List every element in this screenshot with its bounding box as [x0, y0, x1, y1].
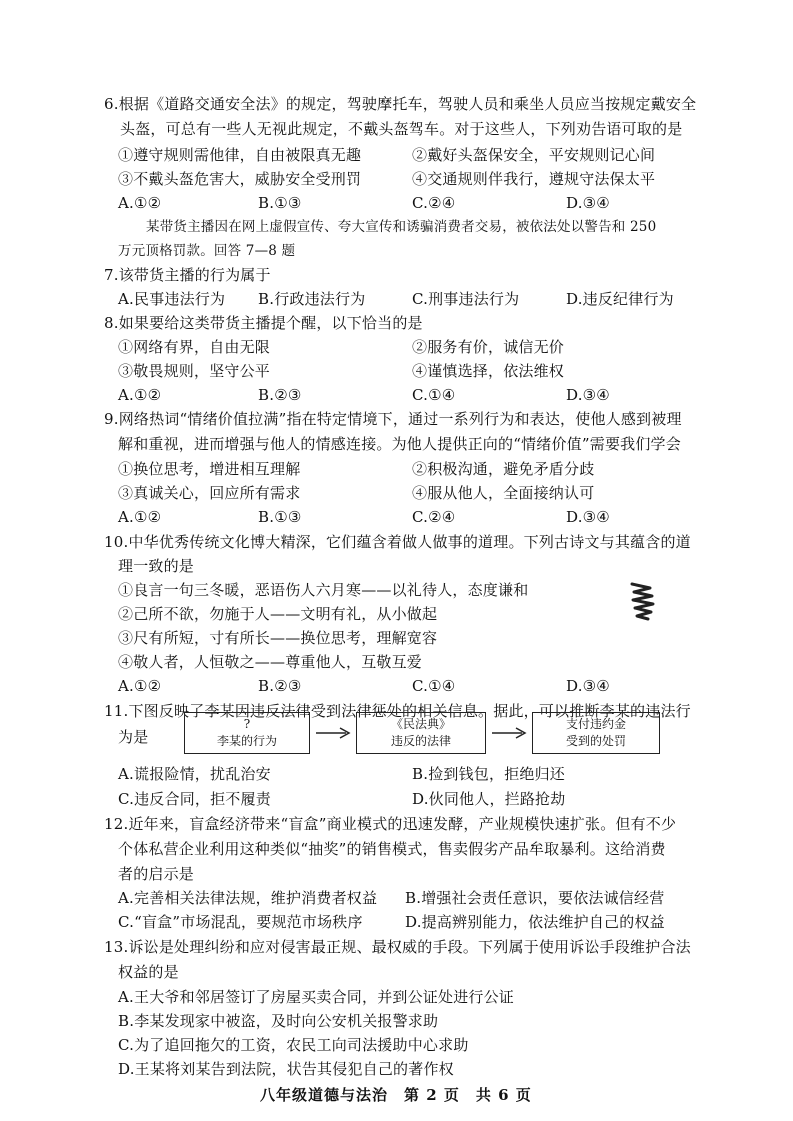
material-7-8-line2: 万元顶格罚款。回答 7—8 题: [118, 243, 296, 259]
q12-stem-line3: 者的启示是: [118, 865, 195, 883]
q6-stem-line2: 头盔，可总有一些人无视此规定，不戴头盔驾车。对于这些人，下列劝告语可取的是: [120, 120, 683, 138]
q7-choice-a: A.民事违法行为: [118, 290, 226, 308]
q7-choice-c: C.刑事违法行为: [412, 290, 520, 308]
diagram-box-penalty-top: 支付违约金: [565, 717, 626, 731]
q6-stem-line1: 6.根据《道路交通安全法》的规定，驾驶摩托车，驾驶人员和乘坐人员应当按规定戴安全: [104, 95, 697, 113]
q8-choice-d: D.③④: [566, 386, 610, 404]
q10-option-4: ④敬人者，人恒敬之——尊重他人，互敬互爱: [118, 653, 423, 671]
diagram-box-law-top: 《民法典》: [390, 717, 451, 731]
q12-choice-d: D.提高辨别能力，依法维护自己的权益: [405, 913, 665, 931]
q9-choice-a: A.①②: [118, 508, 162, 526]
q13-choice-c: C.为了追回拖欠的工资，农民工向司法援助中心求助: [118, 1036, 469, 1054]
q13-choice-a: A.王大爷和邻居签订了房屋买卖合同，并到公证处进行公证: [118, 988, 515, 1006]
q9-option-3: ③真诚关心，回应所有需求: [118, 484, 301, 502]
q9-choice-d: D.③④: [566, 508, 610, 526]
q13-stem-line2: 权益的是: [118, 963, 179, 981]
q8-option-4: ④谨慎选择，依法维权: [412, 362, 565, 380]
q11-choice-c: C.违反合同，拒不履责: [118, 790, 271, 808]
q10-choice-b: B.②③: [258, 677, 302, 695]
q13-choice-d: D.王某将刘某告到法院，状告其侵犯自己的著作权: [118, 1060, 454, 1078]
q8-choice-c: C.①④: [412, 386, 456, 404]
arrow-icon: [490, 726, 528, 740]
q10-choice-d: D.③④: [566, 677, 610, 695]
q7-stem: 7.该带货主播的行为属于: [104, 266, 271, 284]
q9-choice-b: B.①③: [258, 508, 302, 526]
q12-choice-b: B.增强社会责任意识，要依法诚信经营: [405, 889, 665, 907]
q13-choice-b: B.李某发现家中被盗，及时向公安机关报警求助: [118, 1012, 439, 1030]
q6-option-3: ③不戴头盔危害大，威胁安全受刑罚: [118, 170, 362, 188]
q11-choice-a: A.谎报险情，扰乱治安: [118, 765, 271, 783]
q8-stem: 8.如果要给这类带货主播提个醒，以下恰当的是: [104, 314, 423, 332]
diagram-box-behavior: [184, 712, 310, 754]
q6-choice-d: D.③④: [566, 194, 610, 212]
diagram-box-behavior-top: ?: [243, 717, 251, 731]
q11-choice-b: B.捡到钱包，拒绝归还: [412, 765, 565, 783]
q10-option-1: ①良言一句三冬暖，恶语伤人六月寒——以礼待人，态度谦和: [118, 581, 529, 599]
q7-choice-b: B.行政违法行为: [258, 290, 366, 308]
q10-option-3: ③尺有所短，寸有所长——换位思考，理解宽容: [118, 629, 438, 647]
q10-stem-line1: 10.中华优秀传统文化博大精深，它们蕴含着做人做事的道理。下列古诗文与其蕴含的道: [104, 533, 691, 551]
diagram-box-law-bottom: 违反的法律: [390, 734, 451, 748]
q8-choice-a: A.①②: [118, 386, 162, 404]
q10-choice-c: C.①④: [412, 677, 456, 695]
q6-choice-c: C.②④: [412, 194, 456, 212]
q9-option-1: ①换位思考，增进相互理解: [118, 460, 301, 478]
diagram-box-penalty: [532, 712, 660, 754]
q9-option-4: ④服从他人，全面接纳认可: [412, 484, 595, 502]
q9-stem-line1: 9.网络热词“情绪价值拉满”指在特定情境下，通过一系列行为和表达，使他人感到被理: [104, 410, 682, 428]
diagram-box-behavior-bottom: 李某的行为: [216, 734, 277, 748]
q8-option-1: ①网络有界，自由无限: [118, 338, 271, 356]
q11-stem-line1: 11.下图反映了李某因违反法律受到法律惩处的相关信息。据此，可以推断李某的违法行: [104, 702, 691, 720]
q9-choice-c: C.②④: [412, 508, 456, 526]
q9-stem-line2: 解和重视，进而增强与他人的情感连接。为他人提供正向的“情绪价值”需要我们学会: [118, 435, 681, 453]
q6-option-2: ②戴好头盔保安全，平安规则记心间: [412, 146, 656, 164]
scribble-mark: [628, 580, 658, 622]
page-footer: 八年级道德与法治 第 2 页 共 6 页: [260, 1086, 532, 1104]
q8-option-3: ③敬畏规则，坚守公平: [118, 362, 271, 380]
q11-stem-line2: 为是: [118, 728, 149, 746]
q8-option-2: ②服务有价，诚信无价: [412, 338, 565, 356]
diagram-box-penalty-bottom: 受到的处罚: [565, 734, 626, 748]
q7-choice-d: D.违反纪律行为: [566, 290, 674, 308]
q10-option-2: ②己所不欲，勿施于人——文明有礼，从小做起: [118, 605, 438, 623]
material-7-8-line1: 某带货主播因在网上虚假宣传、夸大宣传和诱骗消费者交易，被依法处以警告和 250: [146, 219, 657, 235]
q10-choice-a: A.①②: [118, 677, 162, 695]
q9-option-2: ②积极沟通，避免矛盾分歧: [412, 460, 595, 478]
q13-stem-line1: 13.诉讼是处理纠纷和应对侵害最正规、最权威的手段。下列属于使用诉讼手段维护合法: [104, 938, 691, 956]
q6-option-1: ①遵守规则需他律，自由被限真无趣: [118, 146, 362, 164]
diagram-box-law: [356, 712, 486, 754]
q6-choice-a: A.①②: [118, 194, 162, 212]
q12-stem-line1: 12.近年来，盲盒经济带来“盲盒”商业模式的迅速发酵，产业规模快速扩张。但有不少: [104, 815, 677, 833]
q12-choice-a: A.完善相关法律法规，维护消费者权益: [118, 889, 378, 907]
q11-choice-d: D.伙同他人，拦路抢劫: [412, 790, 566, 808]
q6-option-4: ④交通规则伴我行，遵规守法保太平: [412, 170, 656, 188]
q12-choice-c: C.“盲盒”市场混乱，要规范市场秩序: [118, 913, 363, 931]
q6-choice-b: B.①③: [258, 194, 302, 212]
q12-stem-line2: 个体私营企业利用这种类似“抽奖”的销售模式，售卖假劣产品牟取暴利。这给消费: [118, 840, 666, 858]
q10-stem-line2: 理一致的是: [118, 557, 195, 575]
q8-choice-b: B.②③: [258, 386, 302, 404]
arrow-icon: [314, 726, 352, 740]
